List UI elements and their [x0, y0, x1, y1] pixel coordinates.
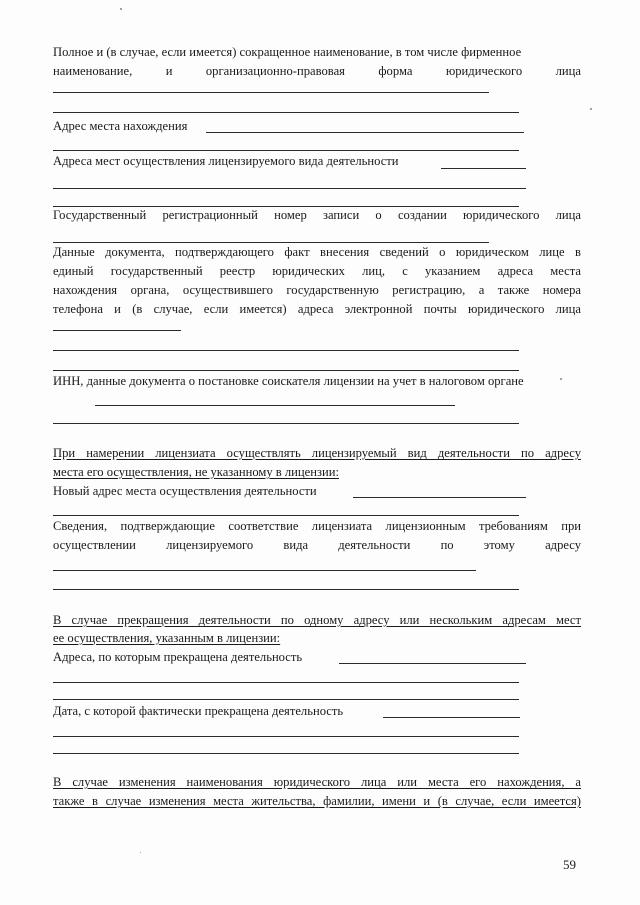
compliance-label-line1: Сведения, подтверждающие соответствие лицензиата лицензионным требованиям при — [53, 519, 581, 533]
page-number: 59 — [563, 857, 576, 872]
registry-doc-label-line4: телефона и (в случае, если имеется) адреса электронной почты юридического лица — [53, 302, 581, 316]
activity-addresses-field[interactable] — [441, 168, 526, 169]
name-change-heading-line2: также в случае изменения места жительства, фамилии, имени и (в случае, если имеется) — [53, 794, 581, 808]
org-name-label-line1: Полное и (в случае, если имеется) сокращенное наименование, в том числе фирменное — [53, 45, 522, 59]
new-address-heading-line2: места его осуществления, не указанному в лицензии: — [53, 465, 339, 479]
compliance-field[interactable] — [53, 570, 476, 571]
new-address-field-line2[interactable] — [53, 515, 519, 516]
registry-doc-label-line1: Данные документа, подтверждающего факт внесения сведений о юридическом лице в — [53, 245, 581, 259]
org-name-label-line2: наименование, и организационно-правовая форма юридического лица — [53, 64, 581, 78]
inn-field-line2[interactable] — [53, 423, 519, 424]
stop-addresses-field[interactable] — [339, 663, 526, 664]
compliance-label-line2: осуществлении лицензируемого вида деятельности по этому адресу — [53, 538, 581, 552]
stop-activity-heading-line2: ее осуществления, указанным в лицензии: — [53, 631, 281, 645]
activity-addresses-field-line2[interactable] — [53, 188, 526, 189]
new-address-label: Новый адрес места осуществления деятельности — [53, 484, 317, 498]
stop-addresses-label: Адреса, по которым прекращена деятельность — [53, 650, 303, 664]
inn-field[interactable] — [95, 405, 455, 406]
new-address-field[interactable] — [353, 497, 526, 498]
stop-activity-heading-line1: В случае прекращения деятельности по одному адресу или нескольким адресам мест — [53, 613, 581, 627]
address-label: Адрес места нахождения — [53, 119, 188, 133]
scan-speck — [590, 108, 592, 110]
scan-speck — [140, 852, 141, 853]
scan-speck — [120, 8, 122, 10]
registry-doc-label-line2: единый государственный реестр юридических лиц, с указанием адреса места — [53, 264, 581, 278]
new-address-heading-line1: При намерении лицензиата осуществлять лицензируемый вид деятельности по адресу — [53, 446, 581, 460]
address-field[interactable] — [206, 132, 524, 133]
registry-doc-field-line3[interactable] — [53, 370, 519, 371]
stop-date-field[interactable] — [383, 717, 520, 718]
inn-label: ИНН, данные документа о постановке соискателя лицензии на учет в налоговом органе — [53, 374, 524, 388]
reg-number-label: Государственный регистрационный номер записи о создании юридического лица — [53, 208, 581, 222]
org-name-field-line2[interactable] — [53, 112, 519, 113]
stop-addresses-field-line3[interactable] — [53, 699, 519, 700]
stop-date-field-line2[interactable] — [53, 736, 519, 737]
name-change-heading-line1: В случае изменения наименования юридического лица или места его нахождения, а — [53, 775, 581, 789]
address-field-line2[interactable] — [53, 150, 519, 151]
stop-addresses-field-line2[interactable] — [53, 682, 519, 683]
scan-speck — [560, 378, 562, 380]
reg-number-field[interactable] — [53, 242, 489, 243]
org-name-field[interactable] — [53, 92, 489, 93]
stop-date-field-line3[interactable] — [53, 753, 519, 754]
activity-addresses-label: Адреса мест осуществления лицензируемого вида деятельности — [53, 154, 399, 168]
compliance-field-line2[interactable] — [53, 589, 519, 590]
stop-date-label: Дата, с которой фактически прекращена деятельность — [53, 704, 344, 718]
registry-doc-field[interactable] — [53, 330, 181, 331]
registry-doc-field-line2[interactable] — [53, 350, 519, 351]
registry-doc-label-line3: нахождения органа, осуществившего государственную регистрацию, а также номера — [53, 283, 581, 297]
